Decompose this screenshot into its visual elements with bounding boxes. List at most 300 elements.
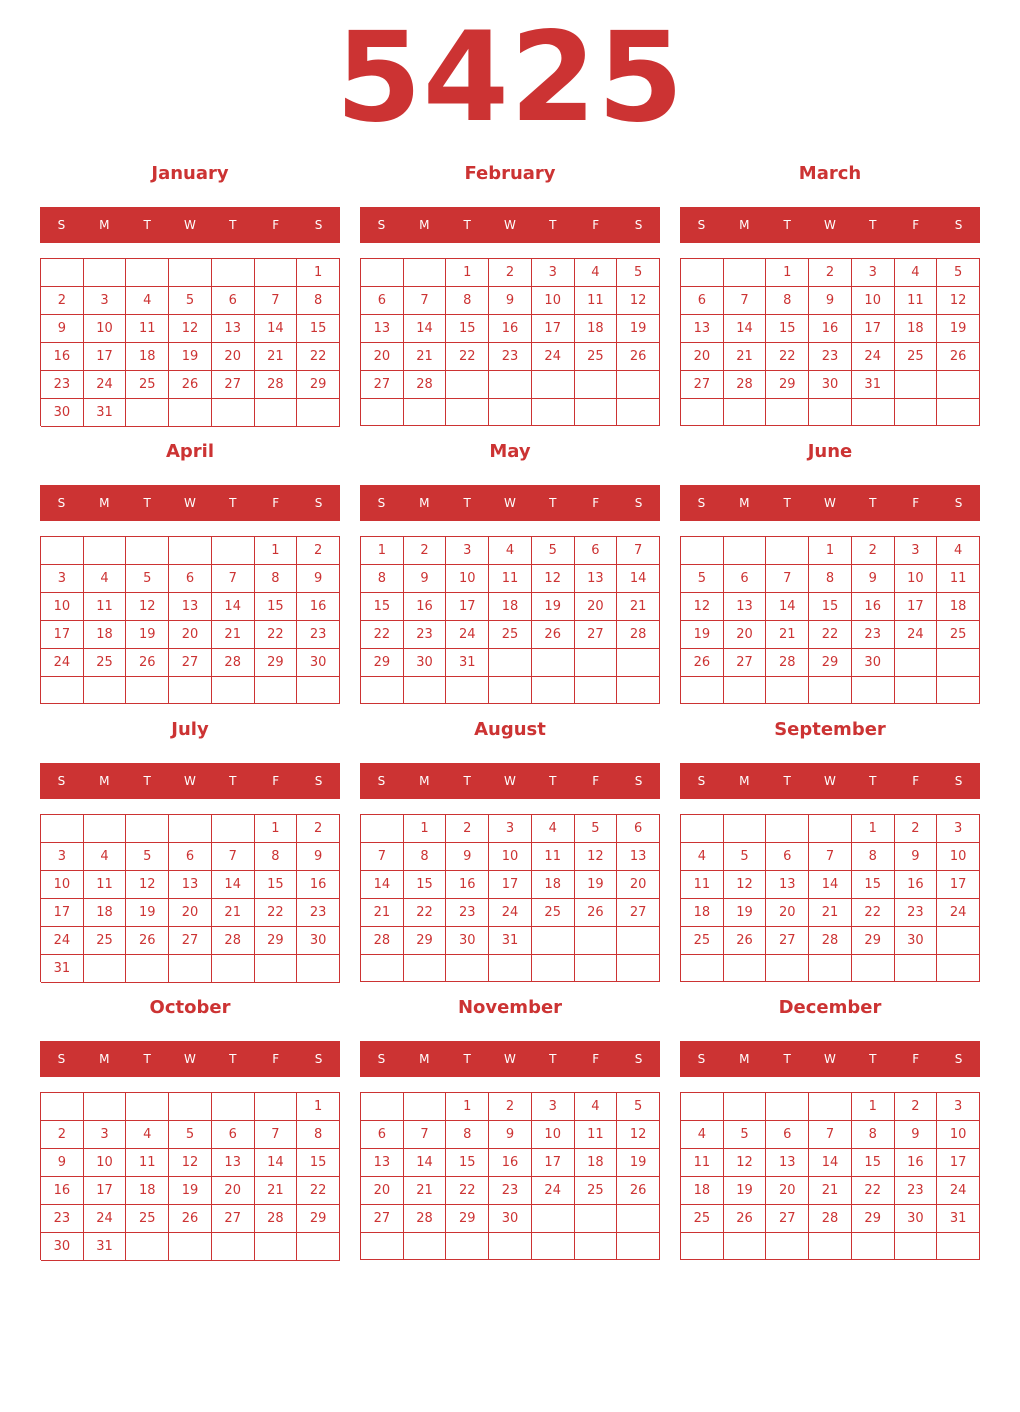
month-august — [360, 716, 660, 994]
day-cell: 21 — [255, 1177, 298, 1205]
weekday-label: T — [869, 496, 877, 510]
empty-day-cell — [212, 1233, 255, 1261]
weekday-label: F — [272, 1052, 280, 1066]
day-cell: 18 — [532, 871, 575, 899]
day-cell: 22 — [852, 1177, 895, 1205]
day-cell: 8 — [809, 565, 852, 593]
day-cell: 11 — [489, 565, 532, 593]
day-cell: 10 — [446, 565, 489, 593]
weekday-label: T — [229, 496, 237, 510]
day-grid — [680, 258, 980, 426]
empty-day-cell — [404, 1093, 447, 1121]
day-cell: 6 — [575, 537, 618, 565]
empty-day-cell — [895, 399, 938, 426]
day-cell: 13 — [361, 315, 404, 343]
empty-day-cell — [361, 1093, 404, 1121]
day-cell: 1 — [255, 537, 298, 565]
day-cell: 22 — [255, 621, 298, 649]
empty-day-cell — [361, 955, 404, 982]
month-name: June — [807, 441, 853, 462]
month-october — [40, 994, 340, 1272]
day-cell: 26 — [617, 343, 660, 371]
empty-day-cell — [489, 399, 532, 426]
day-cell: 30 — [41, 1233, 84, 1261]
empty-day-cell — [575, 399, 618, 426]
day-cell: 2 — [41, 287, 84, 315]
day-cell: 14 — [724, 315, 767, 343]
day-cell: 1 — [297, 259, 340, 287]
day-cell: 12 — [681, 593, 724, 621]
weekday-label: S — [314, 496, 323, 510]
empty-day-cell — [724, 815, 767, 843]
weekday-label: M — [99, 774, 110, 788]
day-cell: 28 — [212, 927, 255, 955]
day-cell: 21 — [766, 621, 809, 649]
month-february — [360, 160, 660, 438]
weekday-header — [360, 207, 660, 243]
empty-day-cell — [84, 815, 127, 843]
day-cell: 2 — [809, 259, 852, 287]
empty-day-cell — [937, 649, 980, 677]
empty-day-cell — [724, 399, 767, 426]
day-cell: 16 — [489, 315, 532, 343]
day-cell: 3 — [532, 1093, 575, 1121]
day-cell: 31 — [852, 371, 895, 399]
empty-day-cell — [532, 1233, 575, 1260]
empty-day-cell — [255, 1233, 298, 1261]
day-cell: 9 — [809, 287, 852, 315]
day-cell: 13 — [766, 871, 809, 899]
weekday-label: S — [314, 1052, 323, 1066]
day-cell: 23 — [895, 899, 938, 927]
day-cell: 11 — [84, 593, 127, 621]
empty-day-cell — [489, 371, 532, 399]
empty-day-cell — [255, 677, 298, 704]
day-cell: 27 — [212, 371, 255, 399]
day-cell: 1 — [255, 815, 298, 843]
day-cell: 9 — [41, 315, 84, 343]
day-cell: 3 — [895, 537, 938, 565]
empty-day-cell — [532, 371, 575, 399]
day-cell: 18 — [489, 593, 532, 621]
day-cell: 26 — [724, 927, 767, 955]
day-cell: 12 — [724, 871, 767, 899]
day-cell: 15 — [255, 593, 298, 621]
day-cell: 6 — [724, 565, 767, 593]
day-cell: 13 — [212, 315, 255, 343]
month-july — [40, 716, 340, 994]
day-cell: 25 — [532, 899, 575, 927]
empty-day-cell — [532, 927, 575, 955]
day-cell: 17 — [41, 621, 84, 649]
day-cell: 11 — [937, 565, 980, 593]
day-cell: 23 — [489, 343, 532, 371]
empty-day-cell — [681, 677, 724, 704]
weekday-label: F — [592, 218, 600, 232]
weekday-header — [360, 1041, 660, 1077]
day-cell: 16 — [852, 593, 895, 621]
day-cell: 16 — [297, 871, 340, 899]
empty-day-cell — [681, 259, 724, 287]
empty-day-cell — [895, 677, 938, 704]
day-cell: 24 — [489, 899, 532, 927]
weekday-label: T — [463, 774, 471, 788]
weekday-label: T — [869, 774, 877, 788]
empty-day-cell — [724, 955, 767, 982]
day-cell: 4 — [895, 259, 938, 287]
day-cell: 26 — [617, 1177, 660, 1205]
day-cell: 21 — [404, 1177, 447, 1205]
day-cell: 17 — [895, 593, 938, 621]
day-cell: 18 — [681, 1177, 724, 1205]
day-grid — [680, 814, 980, 982]
weekday-label: S — [697, 496, 706, 510]
day-cell: 8 — [852, 843, 895, 871]
empty-day-cell — [575, 1205, 618, 1233]
day-cell: 1 — [297, 1093, 340, 1121]
empty-day-cell — [84, 1093, 127, 1121]
weekday-label: W — [504, 1052, 516, 1066]
weekday-label: T — [229, 774, 237, 788]
month-name: April — [165, 441, 215, 462]
day-cell: 26 — [532, 621, 575, 649]
empty-day-cell — [297, 955, 340, 983]
day-cell: 22 — [809, 621, 852, 649]
day-cell: 10 — [937, 843, 980, 871]
day-cell: 14 — [617, 565, 660, 593]
empty-day-cell — [361, 259, 404, 287]
empty-day-cell — [617, 1205, 660, 1233]
day-cell: 25 — [681, 1205, 724, 1233]
day-cell: 6 — [617, 815, 660, 843]
weekday-label: T — [549, 218, 557, 232]
empty-day-cell — [617, 955, 660, 982]
empty-day-cell — [489, 955, 532, 982]
day-cell: 22 — [297, 343, 340, 371]
day-cell: 7 — [212, 565, 255, 593]
day-cell: 26 — [126, 649, 169, 677]
weekday-label: T — [229, 218, 237, 232]
empty-day-cell — [766, 537, 809, 565]
empty-day-cell — [169, 399, 212, 427]
day-cell: 28 — [724, 371, 767, 399]
day-cell: 16 — [895, 1149, 938, 1177]
day-cell: 31 — [84, 1233, 127, 1261]
empty-day-cell — [681, 815, 724, 843]
empty-day-cell — [766, 399, 809, 426]
month-september — [680, 716, 980, 994]
empty-day-cell — [169, 259, 212, 287]
empty-day-cell — [617, 1233, 660, 1260]
day-cell: 22 — [446, 1177, 489, 1205]
weekday-label: F — [592, 1052, 600, 1066]
day-cell: 3 — [446, 537, 489, 565]
day-cell: 7 — [361, 843, 404, 871]
day-cell: 1 — [446, 259, 489, 287]
day-cell: 22 — [255, 899, 298, 927]
day-cell: 29 — [255, 927, 298, 955]
day-cell: 3 — [84, 287, 127, 315]
day-cell: 2 — [41, 1121, 84, 1149]
empty-day-cell — [446, 955, 489, 982]
day-cell: 9 — [895, 843, 938, 871]
day-cell: 18 — [937, 593, 980, 621]
weekday-label: S — [377, 1052, 386, 1066]
day-cell: 27 — [766, 1205, 809, 1233]
day-cell: 13 — [724, 593, 767, 621]
day-cell: 15 — [852, 871, 895, 899]
months-grid — [40, 160, 980, 1272]
day-cell: 11 — [681, 1149, 724, 1177]
day-cell: 5 — [126, 565, 169, 593]
weekday-label: M — [419, 1052, 430, 1066]
day-cell: 23 — [41, 371, 84, 399]
day-cell: 5 — [617, 259, 660, 287]
day-cell: 17 — [84, 343, 127, 371]
day-cell: 18 — [575, 1149, 618, 1177]
day-cell: 29 — [446, 1205, 489, 1233]
weekday-label: T — [463, 496, 471, 510]
day-cell: 24 — [84, 1205, 127, 1233]
weekday-label: M — [99, 496, 110, 510]
empty-day-cell — [297, 399, 340, 427]
month-name: September — [774, 719, 886, 740]
empty-day-cell — [212, 677, 255, 704]
day-cell: 27 — [766, 927, 809, 955]
empty-day-cell — [937, 955, 980, 982]
empty-day-cell — [361, 677, 404, 704]
day-cell: 27 — [617, 899, 660, 927]
weekday-label: S — [634, 218, 643, 232]
empty-day-cell — [169, 1093, 212, 1121]
empty-day-cell — [489, 677, 532, 704]
empty-day-cell — [575, 371, 618, 399]
empty-day-cell — [126, 259, 169, 287]
empty-day-cell — [724, 259, 767, 287]
day-cell: 15 — [297, 315, 340, 343]
day-cell: 29 — [361, 649, 404, 677]
day-cell: 9 — [852, 565, 895, 593]
day-cell: 17 — [84, 1177, 127, 1205]
day-cell: 14 — [766, 593, 809, 621]
day-cell: 19 — [724, 1177, 767, 1205]
day-cell: 10 — [84, 1149, 127, 1177]
day-grid — [360, 536, 660, 704]
day-cell: 11 — [895, 287, 938, 315]
weekday-label: T — [869, 1052, 877, 1066]
day-cell: 7 — [255, 287, 298, 315]
weekday-label: T — [549, 496, 557, 510]
day-cell: 1 — [852, 1093, 895, 1121]
day-cell: 11 — [126, 315, 169, 343]
empty-day-cell — [937, 371, 980, 399]
day-cell: 28 — [617, 621, 660, 649]
empty-day-cell — [212, 815, 255, 843]
empty-day-cell — [41, 677, 84, 704]
empty-day-cell — [809, 815, 852, 843]
day-cell: 26 — [126, 927, 169, 955]
weekday-label: M — [739, 218, 750, 232]
weekday-label: S — [954, 774, 963, 788]
day-cell: 6 — [766, 843, 809, 871]
empty-day-cell — [937, 927, 980, 955]
day-cell: 30 — [297, 927, 340, 955]
day-cell: 9 — [297, 843, 340, 871]
day-cell: 29 — [297, 371, 340, 399]
empty-day-cell — [852, 955, 895, 982]
day-cell: 17 — [532, 1149, 575, 1177]
day-cell: 24 — [895, 621, 938, 649]
weekday-label: T — [549, 1052, 557, 1066]
empty-day-cell — [766, 815, 809, 843]
weekday-label: W — [184, 1052, 196, 1066]
empty-day-cell — [489, 649, 532, 677]
empty-day-cell — [575, 1233, 618, 1260]
day-cell: 13 — [361, 1149, 404, 1177]
empty-day-cell — [404, 677, 447, 704]
empty-day-cell — [724, 677, 767, 704]
day-cell: 13 — [617, 843, 660, 871]
day-cell: 25 — [84, 649, 127, 677]
day-cell: 8 — [852, 1121, 895, 1149]
day-cell: 25 — [895, 343, 938, 371]
day-cell: 14 — [361, 871, 404, 899]
day-cell: 28 — [255, 1205, 298, 1233]
day-cell: 9 — [489, 287, 532, 315]
weekday-label: W — [184, 496, 196, 510]
month-name: February — [464, 163, 556, 184]
day-cell: 23 — [297, 899, 340, 927]
weekday-label: S — [954, 1052, 963, 1066]
day-cell: 28 — [404, 371, 447, 399]
day-cell: 15 — [766, 315, 809, 343]
day-cell: 23 — [489, 1177, 532, 1205]
day-cell: 23 — [297, 621, 340, 649]
day-cell: 28 — [212, 649, 255, 677]
empty-day-cell — [532, 399, 575, 426]
empty-day-cell — [212, 955, 255, 983]
empty-day-cell — [852, 399, 895, 426]
empty-day-cell — [681, 1233, 724, 1260]
empty-day-cell — [84, 955, 127, 983]
empty-day-cell — [809, 1093, 852, 1121]
day-cell: 22 — [361, 621, 404, 649]
empty-day-cell — [937, 1233, 980, 1260]
weekday-label: F — [592, 774, 600, 788]
empty-day-cell — [446, 1233, 489, 1260]
empty-day-cell — [809, 399, 852, 426]
day-cell: 15 — [255, 871, 298, 899]
day-cell: 29 — [297, 1205, 340, 1233]
day-cell: 4 — [84, 843, 127, 871]
empty-day-cell — [126, 955, 169, 983]
weekday-label: S — [954, 218, 963, 232]
day-cell: 27 — [724, 649, 767, 677]
empty-day-cell — [937, 399, 980, 426]
empty-day-cell — [766, 1233, 809, 1260]
day-cell: 2 — [297, 537, 340, 565]
day-cell: 14 — [212, 871, 255, 899]
day-cell: 13 — [575, 565, 618, 593]
day-cell: 4 — [681, 1121, 724, 1149]
day-cell: 12 — [617, 287, 660, 315]
day-cell: 11 — [532, 843, 575, 871]
weekday-header — [40, 763, 340, 799]
day-cell: 7 — [809, 843, 852, 871]
empty-day-cell — [212, 399, 255, 427]
empty-day-cell — [41, 815, 84, 843]
day-cell: 8 — [766, 287, 809, 315]
empty-day-cell — [446, 399, 489, 426]
empty-day-cell — [361, 1233, 404, 1260]
month-name: May — [489, 441, 531, 462]
day-cell: 17 — [852, 315, 895, 343]
day-cell: 19 — [126, 899, 169, 927]
day-cell: 20 — [766, 1177, 809, 1205]
day-grid — [40, 536, 340, 704]
day-cell: 15 — [446, 1149, 489, 1177]
weekday-label: F — [272, 496, 280, 510]
day-cell: 30 — [489, 1205, 532, 1233]
day-cell: 5 — [532, 537, 575, 565]
day-cell: 29 — [852, 1205, 895, 1233]
day-cell: 6 — [169, 565, 212, 593]
day-cell: 15 — [404, 871, 447, 899]
weekday-label: S — [57, 218, 66, 232]
day-cell: 15 — [361, 593, 404, 621]
day-cell: 9 — [297, 565, 340, 593]
day-cell: 23 — [895, 1177, 938, 1205]
day-cell: 30 — [446, 927, 489, 955]
day-cell: 10 — [489, 843, 532, 871]
day-cell: 3 — [937, 1093, 980, 1121]
day-cell: 18 — [84, 621, 127, 649]
day-cell: 14 — [404, 315, 447, 343]
day-cell: 12 — [937, 287, 980, 315]
weekday-label: W — [184, 218, 196, 232]
month-name: August — [474, 719, 546, 740]
day-cell: 25 — [489, 621, 532, 649]
day-cell: 14 — [255, 1149, 298, 1177]
weekday-label: W — [824, 218, 836, 232]
day-grid — [680, 1092, 980, 1260]
day-cell: 3 — [852, 259, 895, 287]
empty-day-cell — [617, 399, 660, 426]
day-cell: 16 — [446, 871, 489, 899]
month-april — [40, 438, 340, 716]
day-cell: 15 — [446, 315, 489, 343]
day-cell: 14 — [809, 871, 852, 899]
day-cell: 30 — [809, 371, 852, 399]
day-cell: 13 — [169, 871, 212, 899]
day-cell: 20 — [575, 593, 618, 621]
day-cell: 27 — [361, 1205, 404, 1233]
day-cell: 27 — [361, 371, 404, 399]
weekday-header — [680, 485, 980, 521]
day-cell: 17 — [937, 1149, 980, 1177]
weekday-label: F — [912, 774, 920, 788]
weekday-label: F — [912, 1052, 920, 1066]
day-cell: 7 — [724, 287, 767, 315]
day-cell: 5 — [169, 1121, 212, 1149]
empty-day-cell — [766, 955, 809, 982]
empty-day-cell — [255, 259, 298, 287]
day-cell: 20 — [212, 343, 255, 371]
day-cell: 14 — [212, 593, 255, 621]
weekday-header — [680, 207, 980, 243]
day-cell: 16 — [404, 593, 447, 621]
weekday-label: W — [824, 1052, 836, 1066]
